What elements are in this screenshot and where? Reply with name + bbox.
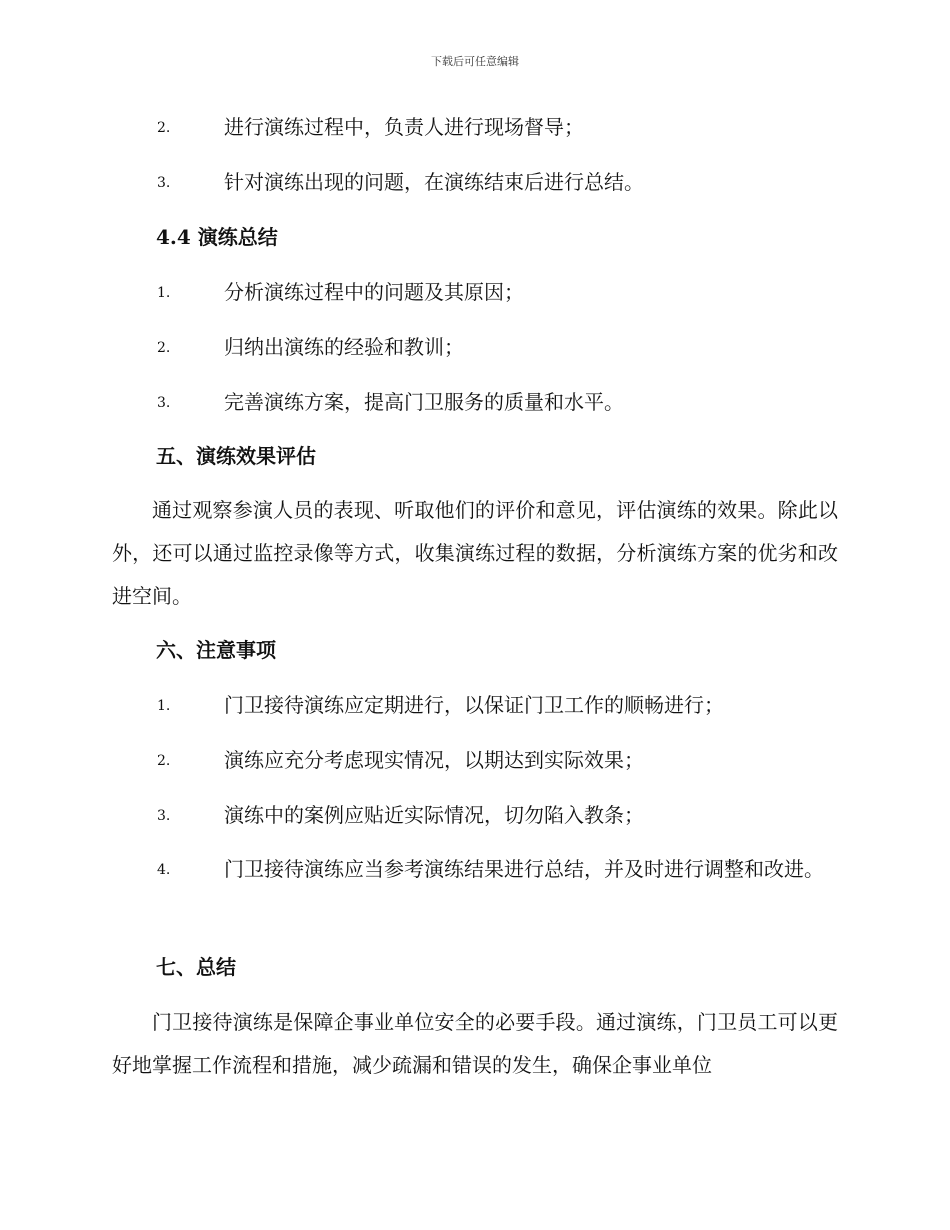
section-heading: 4.4 演练总结 [156,225,278,249]
section-heading: 七、总结 [156,955,236,979]
list-number: 3. [157,808,171,824]
list-text: 演练中的案例应贴近实际情况，切勿陷入教条； [224,803,644,827]
list-number: 2. [157,120,171,136]
section-heading: 五、演练效果评估 [156,444,316,468]
list-item [112,386,838,418]
list-number: 1. [157,285,171,301]
list-number: 1. [157,698,171,714]
list-number: 4. [157,862,171,878]
list-item [112,853,838,891]
list-text: 针对演练出现的问题，在演练结束后进行总结。 [224,170,644,194]
list-text: 分析演练过程中的问题及其原因； [224,280,524,304]
list-item [112,799,838,831]
list-number: 3. [157,175,171,191]
list-text: 门卫接待演练应定期进行，以保证门卫工作的顺畅进行； [224,693,724,717]
list-text: 完善演练方案，提高门卫服务的质量和水平。 [224,390,624,414]
body-paragraph: 通过观察参演人员的表现、听取他们的评价和意见，评估演练的效果。除此以外，还可以通过监控录像等方式，收集演练过程的数据，分析演练方案的优劣和改进空间。 [112,498,838,608]
list-text: 进行演练过程中，负责人进行现场督导； [224,115,584,139]
body-paragraph: 门卫接待演练是保障企事业单位安全的必要手段。通过演练，门卫员工可以更好地掌握工作流程和措施，减少疏漏和错误的发生，确保企事业单位 [112,1010,838,1077]
list-number: 3. [157,395,171,411]
list-item [112,276,838,308]
list-item [112,744,838,776]
list-text: 归纳出演练的经验和教训； [224,335,464,359]
section-heading: 六、注意事项 [156,638,276,662]
page-header: 下载后可任意编辑 [431,55,519,68]
list-text: 门卫接待演练应当参考演练结果进行总结，并及时进行调整和改进。 [224,857,824,881]
list-number: 2. [157,753,171,769]
list-item [112,689,838,721]
list-item [112,111,838,143]
list-item [112,166,838,198]
list-number: 2. [157,340,171,356]
list-text: 演练应充分考虑现实情况，以期达到实际效果； [224,748,644,772]
list-item [112,331,838,363]
